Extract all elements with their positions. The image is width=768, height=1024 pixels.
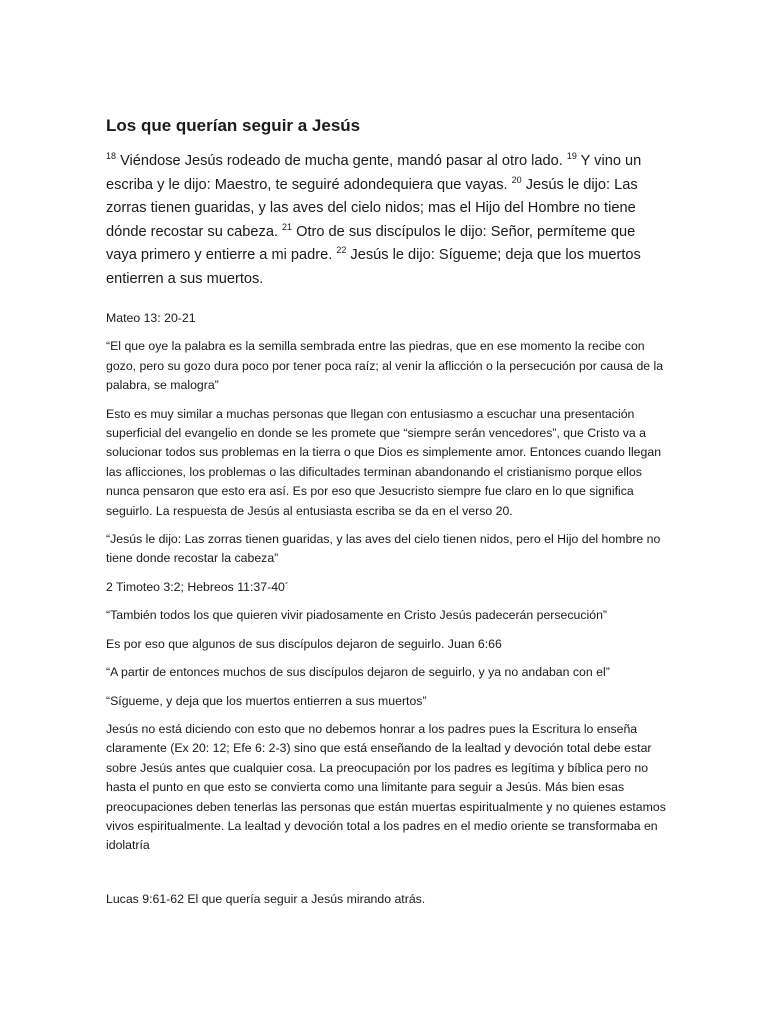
document-title: Los que querían seguir a Jesús [106, 116, 361, 135]
lead-passage [106, 150, 666, 291]
quote-timoteo: “También todos los que quieren vivir piadosamente en Cristo Jesús padecerán persecución” [106, 608, 608, 623]
body-paragraph: Jesús no está diciendo con esto que no debemos honrar a los padres pues la Escritura lo enseña claramente (Ex 20: 12; Efe 6: 2-3) sino que está enseñando de la lealtad y devoción total debe estar sobre Jesús antes que cualquier cosa. La preocupación por los padres es legítima y bíblica pero no hasta el punto en que esto se convierta como una limitante para seguir a Jesús. Más bien esas preocupaciones deben tenerlas las personas que están muertas espiritualmente y no quienes estamos vivos espiritualmente. La lealtad y devoción total a los padres en el medio oriente se transformaba en idolatría [106, 721, 666, 853]
quote-juan: “A partir de entonces muchos de sus discípulos dejaron de seguirlo, y ya no andaban con el” [106, 665, 610, 680]
verse-number: 18 [106, 151, 117, 162]
verse-text: Jesús le dijo: Sígueme; deja que los muertos entierren a sus muertos. [106, 247, 641, 287]
reference-mateo: Mateo 13: 20-21 [106, 311, 196, 325]
verse-number: 21 [282, 221, 293, 232]
quote-mateo: “El que oye la palabra es la semilla sembrada entre las piedras, que en ese momento la recibe con gozo, pero su gozo dura poco por tener poca raíz; al venir la aflicción o la persecución por causa de la palabra, se malogra” [106, 339, 664, 393]
body-paragraph: Es por eso que algunos de sus discípulos dejaron de seguirlo. Juan 6:66 [106, 636, 502, 651]
reference-lucas: Lucas 9:61-62 El que quería seguir a Jesús mirando atrás. [106, 891, 426, 906]
verse-text: Otro de sus discípulos le dijo: Señor, permíteme que vaya primero y entierre a mi padre. [106, 223, 636, 263]
verse-number: 20 [511, 174, 522, 185]
verse-number: 22 [336, 245, 347, 256]
verse-text: Viéndose Jesús rodeado de mucha gente, mandó pasar al otro lado. [116, 153, 567, 169]
verse-number: 19 [566, 151, 577, 162]
body-paragraph: Esto es muy similar a muchas personas que llegan con entusiasmo a escuchar una presentación superficial del evangelio en donde se les promete que “siempre serán vencedores”, que Cristo va a solucionar todos sus problemas en la tierra o que Dios es simplemente amor. Entonces cuando llegan las aflicciones, los problemas o las dificultades terminan abandonando el cristianismo porque ellos nunca pensaron que esto era así. Es por eso que Jesucristo siempre fue claro en lo que significa seguirlo. La respuesta de Jesús al entusiasta escriba se da en el verso 20. [106, 406, 662, 518]
verse-text: Jesús le dijo: Las zorras tienen guaridas, y las aves del cielo nidos; mas el Hijo del Hombre no tiene dónde recostar su cabeza. [106, 176, 638, 240]
document-page [106, 116, 666, 918]
reference-timoteo: 2 Timoteo 3:2; Hebreos 11:37-40´ [106, 579, 289, 594]
quote-sigueme: “Sígueme, y deja que los muertos entierren a sus muertos” [106, 693, 427, 708]
verse-text: Y vino un escriba y le dijo: Maestro, te seguiré adondequiera que vayas. [106, 153, 642, 193]
quote-verse-20: “Jesús le dijo: Las zorras tienen guaridas, y las aves del cielo tienen nidos, pero el Hijo del hombre no tiene donde recostar la cabeza” [106, 532, 661, 566]
